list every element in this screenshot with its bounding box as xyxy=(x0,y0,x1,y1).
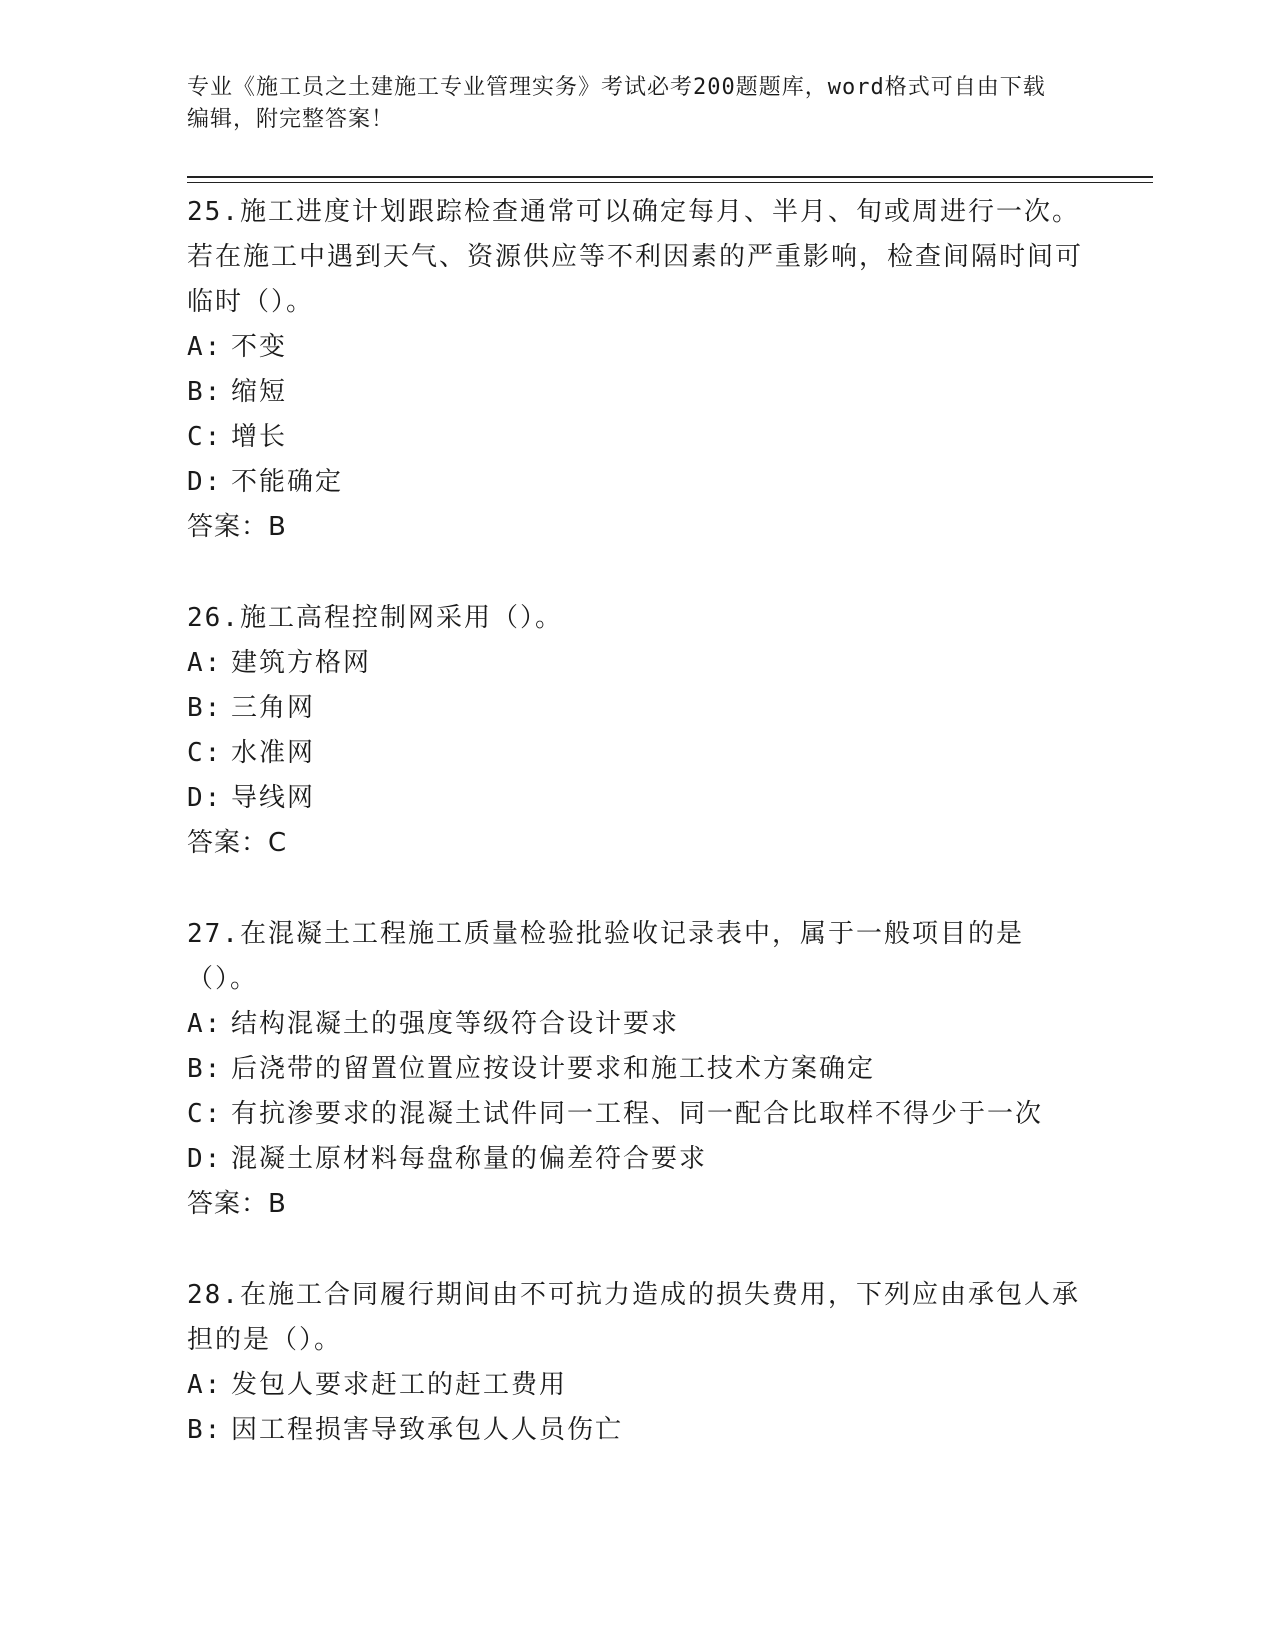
option-text: 水准网 xyxy=(231,738,316,768)
option-text: 有抗渗要求的混凝土试件同一工程、同一配合比取样不得少于一次 xyxy=(231,1099,1044,1129)
document-header: 专业《施工员之土建施工专业管理实务》考试必考200题题库，word格式可自由下载编辑，附完整答案！ xyxy=(187,75,1046,132)
question-26 xyxy=(187,596,1087,866)
question-text: 25.施工进度计划跟踪检查通常可以确定每月、半月、旬或周进行一次。若在施工中遇到天气、资源供应等不利因素的严重影响，检查间隔时间可临时（）。 xyxy=(187,197,1084,317)
option-text: 缩短 xyxy=(231,377,288,407)
question-27 xyxy=(187,912,1087,1227)
option-c xyxy=(187,1092,1087,1137)
option-letter: D: xyxy=(187,783,223,813)
option-letter: C: xyxy=(187,1099,223,1129)
question-text: 28.在施工合同履行期间由不可抗力造成的损失费用，下列应由承包人承担的是（）。 xyxy=(187,1280,1080,1355)
option-a xyxy=(187,325,1087,370)
question-25 xyxy=(187,190,1087,550)
option-c xyxy=(187,731,1087,776)
option-letter: D: xyxy=(187,467,223,497)
option-text: 结构混凝土的强度等级符合设计要求 xyxy=(231,1009,680,1039)
answer-line: 答案：B xyxy=(187,512,287,542)
header-divider-thick xyxy=(187,176,1153,178)
option-text: 后浇带的留置位置应按设计要求和施工技术方案确定 xyxy=(231,1054,876,1084)
option-d xyxy=(187,776,1087,821)
option-c xyxy=(187,415,1087,460)
option-b xyxy=(187,686,1087,731)
option-letter: B: xyxy=(187,1415,223,1445)
header-divider-thin xyxy=(187,182,1153,183)
question-text: 26.施工高程控制网采用（）。 xyxy=(187,603,563,633)
option-b xyxy=(187,1408,1087,1453)
option-text: 不变 xyxy=(231,332,288,362)
option-d xyxy=(187,460,1087,505)
option-a xyxy=(187,1002,1087,1047)
option-letter: C: xyxy=(187,738,223,768)
option-text: 建筑方格网 xyxy=(231,648,372,678)
option-text: 发包人要求赶工的赶工费用 xyxy=(231,1370,568,1400)
answer-line: 答案：C xyxy=(187,828,288,858)
option-letter: B: xyxy=(187,377,223,407)
option-text: 因工程损害导致承包人人员伤亡 xyxy=(231,1415,624,1445)
question-28 xyxy=(187,1273,1087,1453)
option-a xyxy=(187,641,1087,686)
option-text: 导线网 xyxy=(231,783,316,813)
question-list xyxy=(187,190,1087,1453)
option-a xyxy=(187,1363,1087,1408)
option-text: 不能确定 xyxy=(231,467,344,497)
option-b xyxy=(187,370,1087,415)
question-text: 27.在混凝土工程施工质量检验批验收记录表中，属于一般项目的是（）。 xyxy=(187,919,1024,994)
option-letter: D: xyxy=(187,1144,223,1174)
option-letter: A: xyxy=(187,1370,223,1400)
option-letter: A: xyxy=(187,1009,223,1039)
option-text: 混凝土原材料每盘称量的偏差符合要求 xyxy=(231,1144,708,1174)
option-letter: B: xyxy=(187,1054,223,1084)
option-text: 三角网 xyxy=(231,693,316,723)
option-b xyxy=(187,1047,1087,1092)
option-letter: A: xyxy=(187,332,223,362)
option-letter: B: xyxy=(187,693,223,723)
option-text: 增长 xyxy=(231,422,288,452)
answer-line: 答案：B xyxy=(187,1189,287,1219)
option-d xyxy=(187,1137,1087,1182)
option-letter: C: xyxy=(187,422,223,452)
option-letter: A: xyxy=(187,648,223,678)
